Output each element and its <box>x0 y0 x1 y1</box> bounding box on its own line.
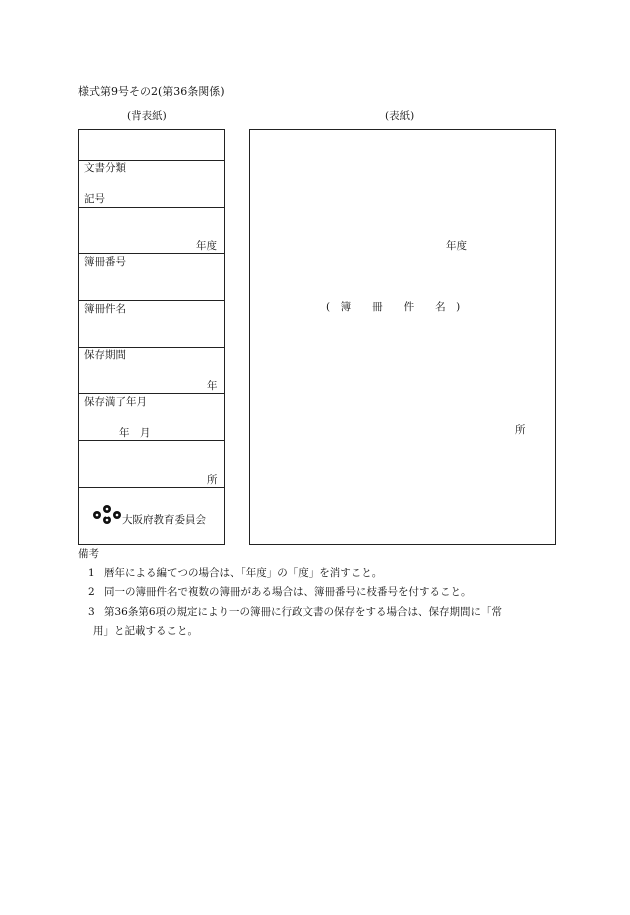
cover-year-label: 年度 <box>446 240 467 252</box>
retention-period-label: 保存期間 <box>84 349 126 361</box>
retention-year-unit: 年 <box>207 380 218 392</box>
spine-office-label: 所 <box>207 474 218 486</box>
note-text: 同一の簿冊件名で複数の簿冊がある場合は、簿冊番号に枝番号を付すること。 <box>104 586 472 598</box>
form-title: 様式第9号その2(第36条関係) <box>78 85 225 98</box>
board-name: 大阪府教育委員会 <box>122 514 206 526</box>
spine-divider <box>78 393 225 394</box>
spine-volume-name-label: 簿冊件名 <box>84 303 126 315</box>
note-text: 第36条第6項の規定により一の簿冊に行政文書の保存をする場合は、保存期間に「常 <box>104 606 503 618</box>
spine-divider <box>78 160 225 161</box>
expiry-year-month: 年 月 <box>119 427 151 439</box>
doc-class-label: 文書分類 <box>84 162 126 174</box>
cover-volume-name-label: ( 簿 冊 件 名 ) <box>326 301 461 313</box>
spine-divider <box>78 207 225 208</box>
notes-heading: 備考 <box>78 548 99 560</box>
cover-office-label: 所 <box>515 424 526 436</box>
retention-expiry-label: 保存満了年月 <box>84 396 147 408</box>
spine-divider <box>78 347 225 348</box>
spine-divider <box>78 253 225 254</box>
note-text-continued: 用」と記載すること。 <box>93 625 198 637</box>
note-number: 1 <box>88 567 95 579</box>
note-number: 2 <box>88 586 95 598</box>
volume-number-label: 簿冊番号 <box>84 256 126 268</box>
spine-divider <box>78 487 225 488</box>
cover-header: (表紙) <box>385 110 415 122</box>
note-number: 3 <box>88 606 95 618</box>
spine-year-label: 年度 <box>196 240 217 252</box>
spine-panel <box>78 129 225 545</box>
spine-divider <box>78 300 225 301</box>
spine-divider <box>78 440 225 441</box>
osaka-board-emblem-icon <box>92 504 122 524</box>
code-label: 記号 <box>84 193 105 205</box>
spine-header: (背表紙) <box>127 110 167 122</box>
cover-panel <box>249 129 556 545</box>
note-text: 暦年による編てつの場合は、「年度」の「度」を消すこと。 <box>104 567 383 579</box>
